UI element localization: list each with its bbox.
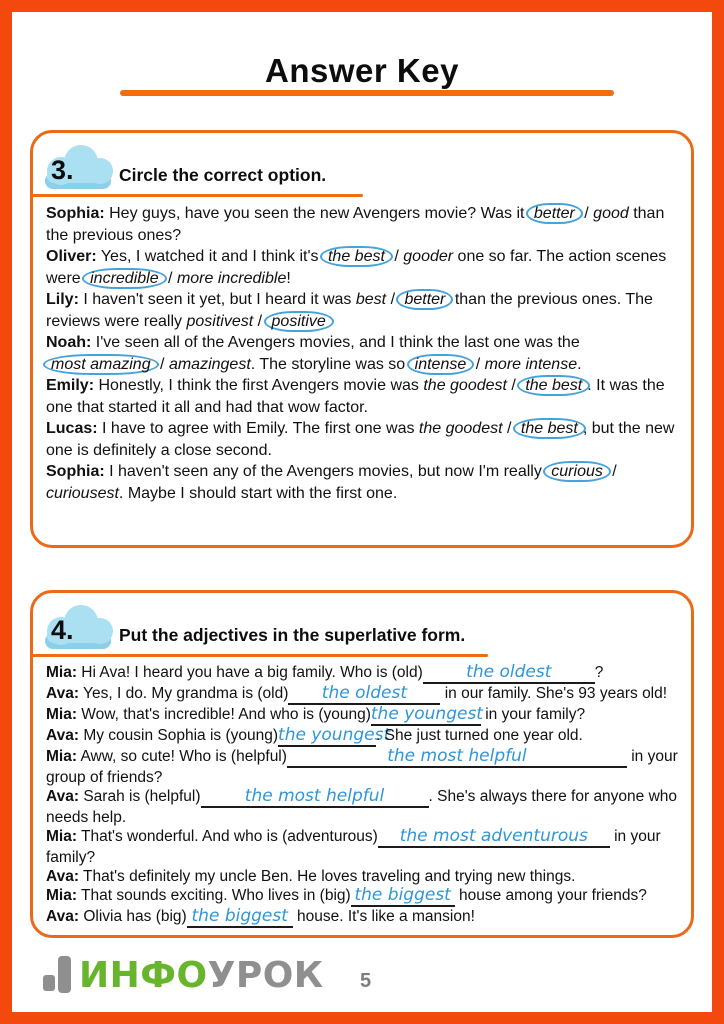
section-3-box — [30, 130, 694, 548]
dialogue-text: Aww, so cute! Who is (helpful) — [77, 748, 287, 765]
dialogue-text: My cousin Sophia is (young) — [79, 727, 279, 744]
dialogue-line — [46, 907, 678, 928]
handwritten-answer: the most adventurous — [399, 826, 588, 846]
speaker-name: Mia: — [46, 828, 77, 845]
dialogue-text: / — [253, 312, 267, 330]
section-3-heading-underline — [30, 194, 363, 197]
dialogue-text: That's definitely my uncle Ben. He loves traveling and trying new things. — [79, 868, 576, 885]
dialogue-text: . She's always there for anyone who needs help. — [46, 788, 678, 826]
section-4-header — [33, 593, 691, 657]
speaker-name: Lucas: — [46, 420, 98, 437]
dialogue-text: than the previous ones? — [46, 205, 665, 244]
dialogue-text: good — [593, 205, 629, 222]
speaker-name: Emily: — [46, 377, 95, 394]
section-4-heading-underline — [30, 654, 488, 657]
answer-blank — [423, 663, 595, 684]
circled-answer: incredible — [82, 268, 166, 289]
dialogue-text: Hi Ava! I heard you have a big family. Who is (old) — [77, 664, 423, 681]
section-4-number: 4. — [51, 615, 74, 645]
answer-blank — [201, 787, 429, 808]
handwritten-answer: the most helpful — [387, 746, 527, 766]
dialogue-line — [46, 246, 678, 289]
speaker-name: Noah: — [46, 334, 92, 351]
dialogue-text: / — [389, 248, 404, 265]
dialogue-text: more incredible — [176, 269, 287, 287]
dialogue-text: house. It's like a mansion! — [292, 908, 475, 925]
dialogue-line — [46, 332, 678, 375]
answer-blank — [187, 907, 293, 928]
dialogue-text: the goodest — [418, 420, 503, 437]
dialogue-text: / — [386, 291, 400, 308]
dialogue-text: . The storyline was so — [250, 355, 410, 373]
dialogue-text: Honestly, I think the first Avengers movie was — [94, 377, 424, 394]
dialogue-text: Yes, I watched it and I think it's — [96, 248, 323, 265]
dialogue-line — [46, 726, 678, 747]
logo-text-urok: УРОК — [207, 954, 324, 996]
dialogue-text: Yes, I do. My grandma is (old) — [79, 685, 289, 702]
dialogue-text: curiousest — [46, 484, 119, 502]
dialogue-text: . — [577, 355, 582, 373]
circled-answer: the best — [320, 246, 393, 267]
section-3-heading: Circle the correct option. — [119, 165, 327, 185]
answer-blank — [287, 747, 627, 768]
dialogue-line — [46, 705, 678, 726]
speaker-name: Mia: — [46, 887, 77, 904]
circled-answer: better — [396, 289, 453, 310]
dialogue-text: than the previous ones. The reviews were really — [46, 291, 653, 330]
dialogue-text: house among your friends? — [454, 887, 647, 904]
dialogue-text: the goodest — [423, 377, 507, 394]
dialogue-text: in your family? — [46, 828, 661, 866]
handwritten-answer: the biggest — [354, 885, 451, 905]
dialogue-text: more intense — [484, 355, 578, 373]
dialogue-text: in our family. She's 93 years old! — [440, 685, 668, 702]
answer-blank — [288, 684, 440, 705]
dialogue-text: one so far. The action scenes were — [46, 248, 667, 287]
circled-answer: intense — [407, 354, 475, 375]
dialogue-text: best — [355, 291, 387, 308]
dialogue-text: / — [471, 355, 485, 373]
dialogue-text: Wow, that's incredible! And who is (young) — [77, 706, 371, 723]
dialogue-line — [46, 418, 678, 461]
dialogue-line — [46, 886, 678, 907]
answer-blank — [378, 827, 610, 848]
speaker-name: Ava: — [46, 908, 80, 925]
speaker-name: Mia: — [46, 706, 77, 723]
page-title: Answer Key — [265, 52, 459, 89]
dialogue-line — [46, 289, 678, 332]
speaker-name: Ava: — [46, 727, 80, 744]
dialogue-text: / — [502, 420, 516, 437]
dialogue-text: ! — [286, 269, 291, 287]
answer-blank — [278, 725, 391, 747]
handwritten-answer: the biggest — [191, 906, 288, 926]
dialogue-text: . Maybe I should start with the first one. — [118, 484, 398, 502]
dialogue-text: . It was the one that started it all and had that wow factor. — [46, 377, 665, 416]
section-3-dialogue — [33, 197, 691, 504]
dialogue-text: I haven't seen it yet, but I heard it was — [78, 291, 356, 308]
dialogue-line — [46, 375, 678, 418]
speaker-name: Ava: — [46, 788, 80, 805]
dialogue-text: / — [155, 355, 169, 373]
dialogue-text: That sounds exciting. Who lives in (big) — [77, 887, 351, 904]
dialogue-text: Olivia has (big) — [79, 908, 187, 925]
section-4-box — [30, 590, 694, 938]
dialogue-line — [46, 867, 678, 886]
dialogue-line — [46, 787, 678, 827]
infourok-logo-text — [79, 955, 324, 996]
speaker-name: Mia: — [46, 664, 77, 681]
dialogue-line — [46, 684, 678, 705]
infourok-logo-icon — [42, 954, 72, 996]
dialogue-text: I've seen all of the Avengers movies, and I think the last one was the — [91, 334, 580, 351]
dialogue-line — [46, 747, 678, 787]
handwritten-answer: the oldest — [466, 662, 552, 682]
speaker-name: Mia: — [46, 748, 77, 765]
circled-answer: curious — [543, 461, 611, 482]
section-4-dialogue — [33, 657, 691, 928]
speaker-name: Sophia: — [46, 205, 105, 222]
dialogue-line — [46, 461, 678, 504]
dialogue-line — [46, 827, 678, 867]
handwritten-answer: the most helpful — [244, 786, 385, 806]
dialogue-line — [46, 663, 678, 684]
speaker-name: Lily: — [46, 291, 79, 308]
speaker-name: Oliver: — [46, 248, 97, 265]
dialogue-text: . She just turned one year old. — [376, 727, 583, 744]
dialogue-text: Sarah is (helpful) — [79, 788, 201, 805]
footer — [42, 954, 324, 996]
handwritten-answer: the oldest — [321, 683, 407, 703]
dialogue-text: gooder — [403, 248, 454, 265]
dialogue-text: ? — [594, 664, 604, 681]
dialogue-text: I have to agree with Emily. The first one was — [97, 420, 419, 437]
circled-answer: the best — [517, 375, 590, 396]
answer-blank — [351, 886, 455, 907]
circled-answer: most amazing — [43, 354, 159, 375]
handwritten-answer: the youngest — [370, 704, 483, 724]
speaker-name: Sophia: — [46, 463, 105, 480]
speaker-name: Ava: — [46, 685, 80, 702]
answer-blank — [371, 705, 481, 726]
dialogue-text: / — [607, 463, 617, 480]
dialogue-text: / — [579, 205, 594, 222]
dialogue-text: in your group of friends? — [46, 748, 678, 786]
dialogue-line — [46, 203, 678, 246]
section-4-heading: Put the adjectives in the superlative form. — [119, 625, 466, 645]
circled-answer: the best — [513, 418, 586, 439]
handwritten-answer: the youngest — [278, 725, 391, 745]
dialogue-text: That's wonderful. And who is (adventurous) — [77, 828, 378, 845]
dialogue-text: positivest — [186, 312, 254, 330]
section-3-header — [33, 133, 691, 197]
title-underline — [120, 90, 614, 96]
dialogue-text: / — [506, 377, 521, 394]
dialogue-text: , but the new one is definitely a close second. — [46, 420, 675, 459]
dialogue-text: amazingest — [168, 355, 251, 373]
dialogue-text: I haven't seen any of the Avengers movies, but now I'm really — [104, 463, 547, 480]
circled-answer: better — [526, 203, 583, 224]
section-3-number: 3. — [51, 155, 74, 185]
circled-answer: positive — [264, 311, 334, 332]
speaker-name: Ava: — [46, 868, 80, 885]
page-number: 5 — [360, 970, 372, 992]
dialogue-text: Hey guys, have you seen the new Avengers movie? Was it — [104, 205, 529, 222]
dialogue-text: in your family? — [480, 706, 586, 723]
dialogue-text: / — [163, 269, 177, 287]
logo-text-infо: ИНФО — [79, 954, 208, 996]
